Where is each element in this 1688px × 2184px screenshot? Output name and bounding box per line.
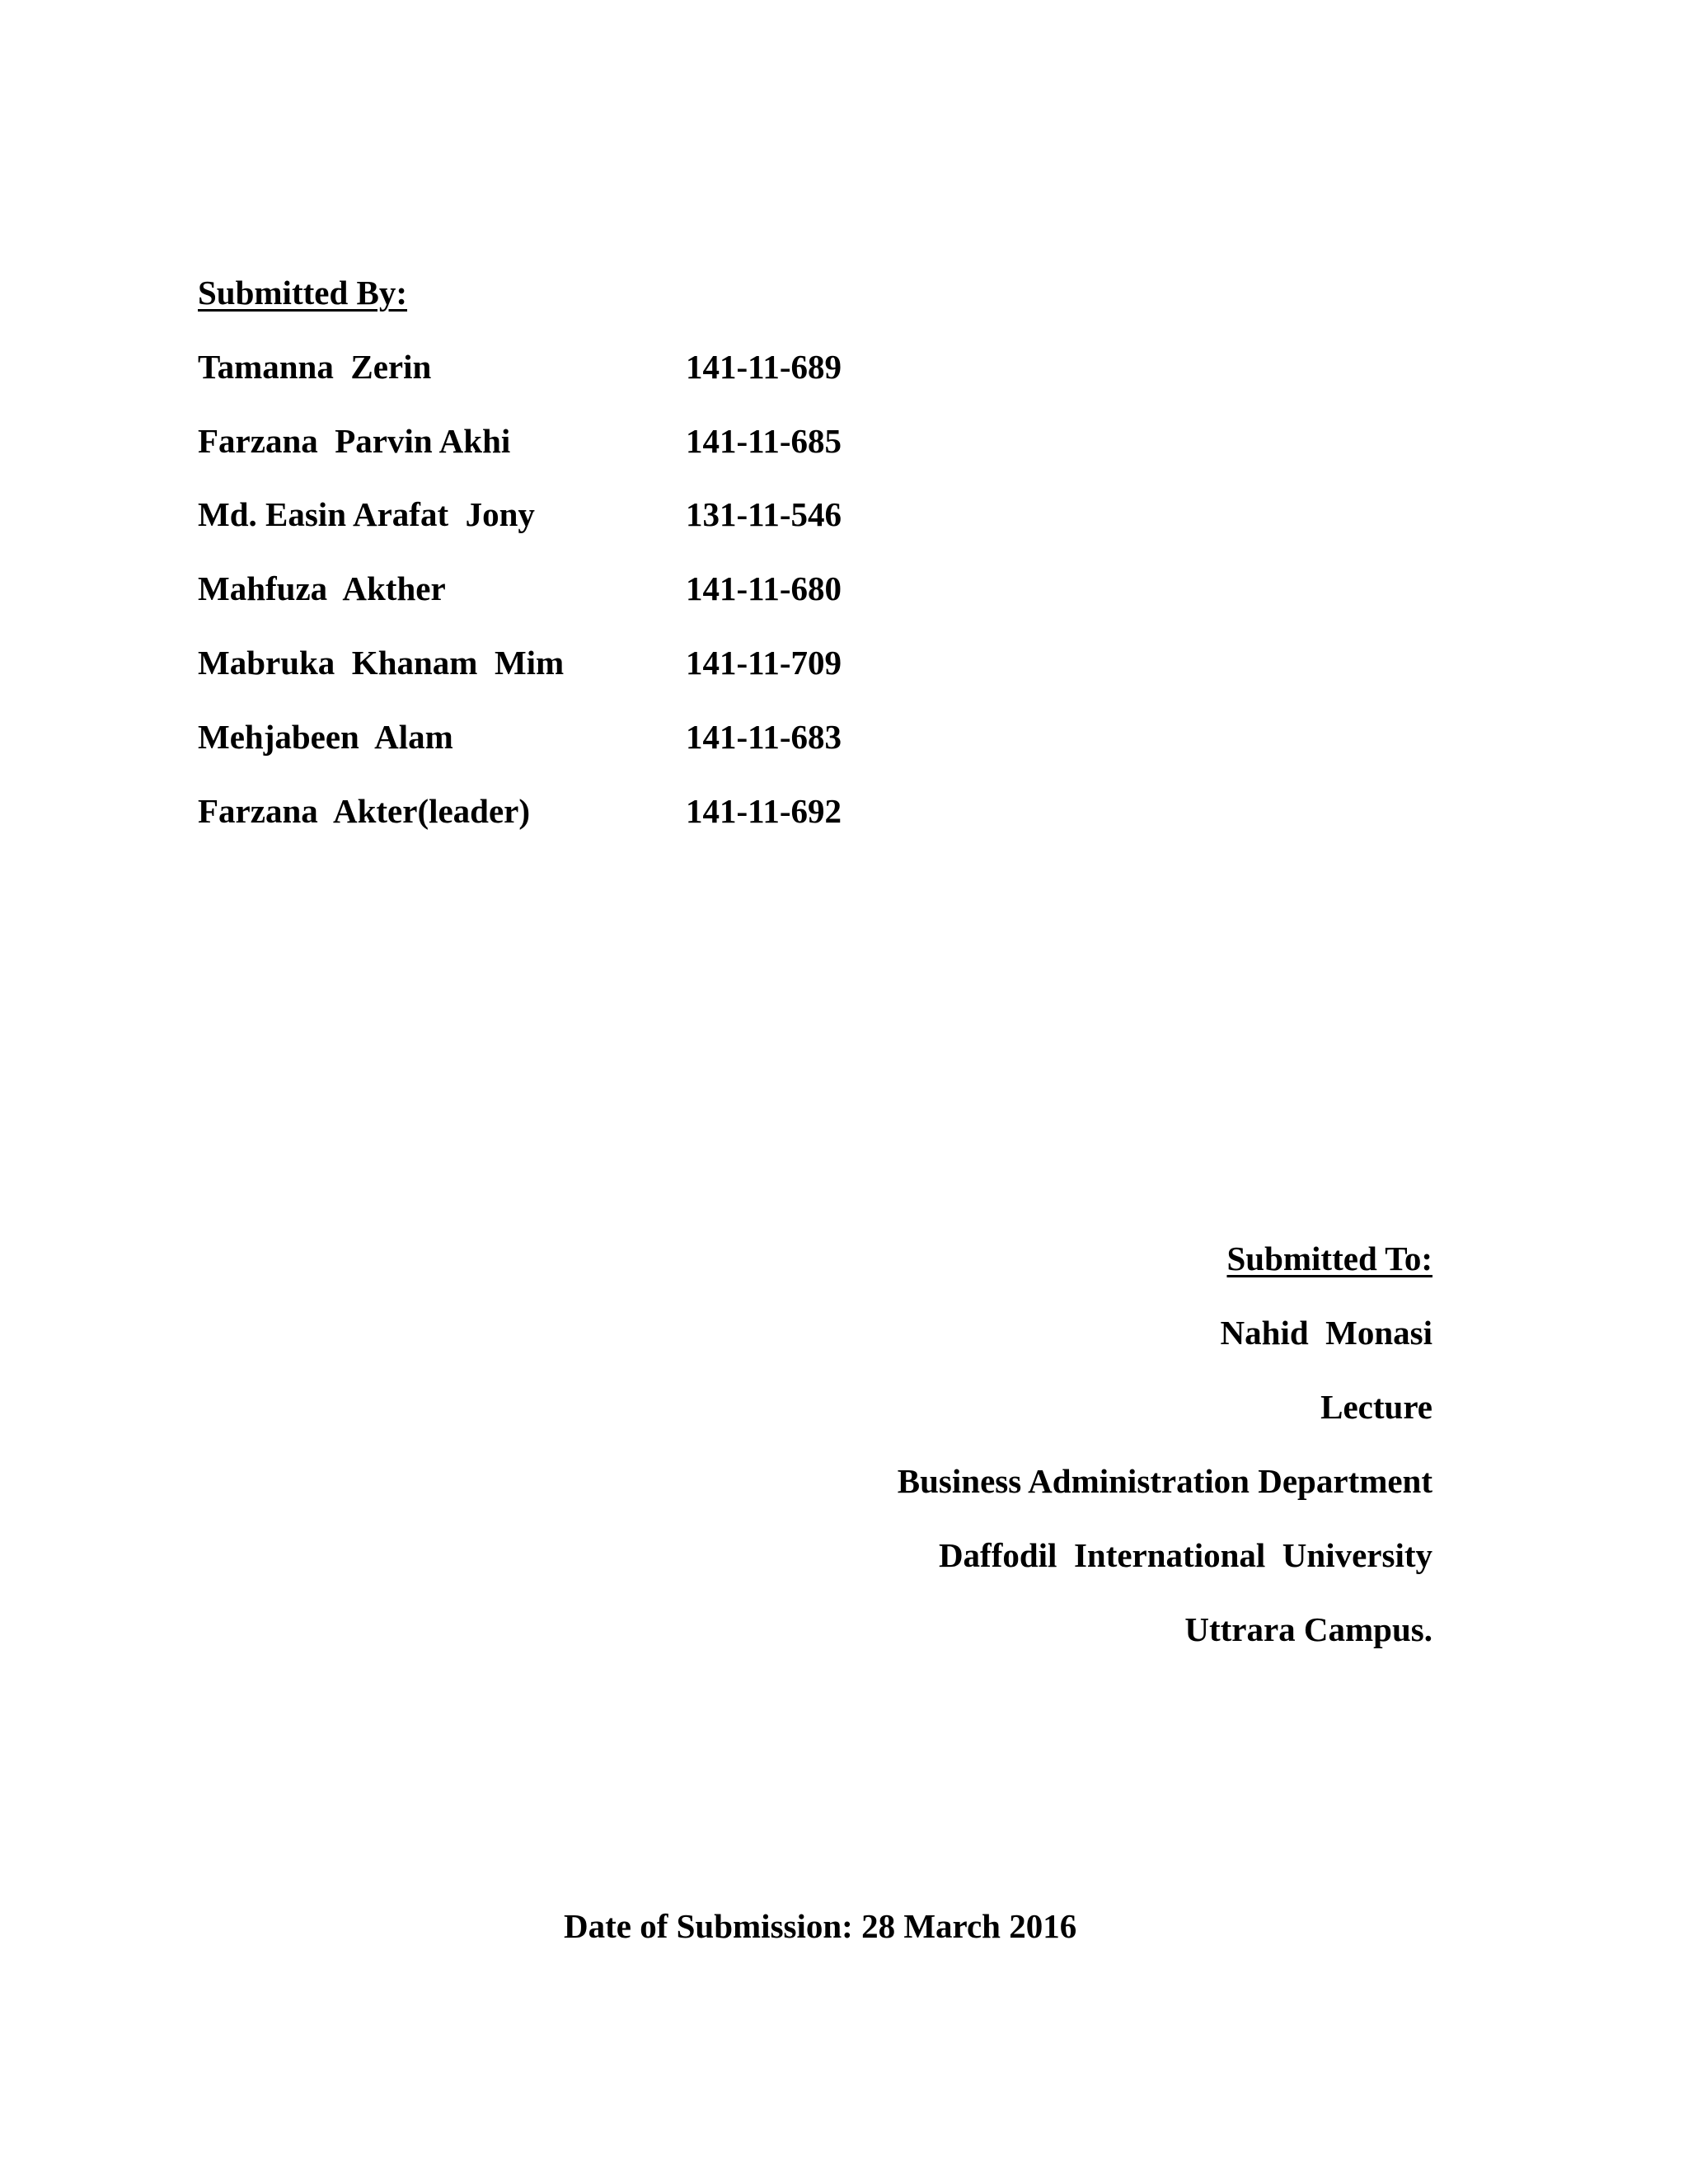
supervisor-designation: Lecture	[1320, 1388, 1432, 1426]
member-name: Farzana Parvin Akhi	[198, 422, 511, 460]
member-name: Mehjabeen Alam	[198, 718, 453, 756]
member-row	[198, 642, 940, 683]
member-row	[198, 716, 940, 757]
supervisor-name: Nahid Monasi	[1220, 1314, 1432, 1352]
member-name: Md. Easin Arafat Jony	[198, 495, 535, 533]
member-name: Tamanna Zerin	[198, 348, 432, 386]
member-id: 141-11-709	[686, 644, 842, 682]
submission-date: Date of Submission: 28 March 2016	[564, 1907, 1077, 1945]
member-name: Mahfuza Akther	[198, 569, 446, 607]
campus-name: Uttrara Campus.	[1184, 1610, 1432, 1648]
member-name: Mabruka Khanam Mim	[198, 644, 565, 682]
submitted-to-heading: Submitted To:	[1226, 1240, 1432, 1277]
member-id: 141-11-683	[686, 718, 842, 756]
member-row	[198, 420, 940, 462]
member-id: 141-11-692	[686, 792, 842, 830]
member-row	[198, 568, 940, 609]
member-row	[198, 790, 940, 832]
member-id: 141-11-680	[686, 569, 842, 607]
member-id: 131-11-546	[686, 495, 842, 533]
member-row	[198, 494, 940, 535]
department-name: Business Administration Department	[897, 1462, 1432, 1500]
university-name: Daffodil International University	[938, 1536, 1432, 1574]
member-id: 141-11-685	[686, 422, 842, 460]
submitted-by-heading: Submitted By:	[198, 274, 408, 312]
member-name: Farzana Akter(leader)	[198, 792, 531, 830]
member-row	[198, 346, 940, 387]
member-id: 141-11-689	[686, 348, 842, 386]
